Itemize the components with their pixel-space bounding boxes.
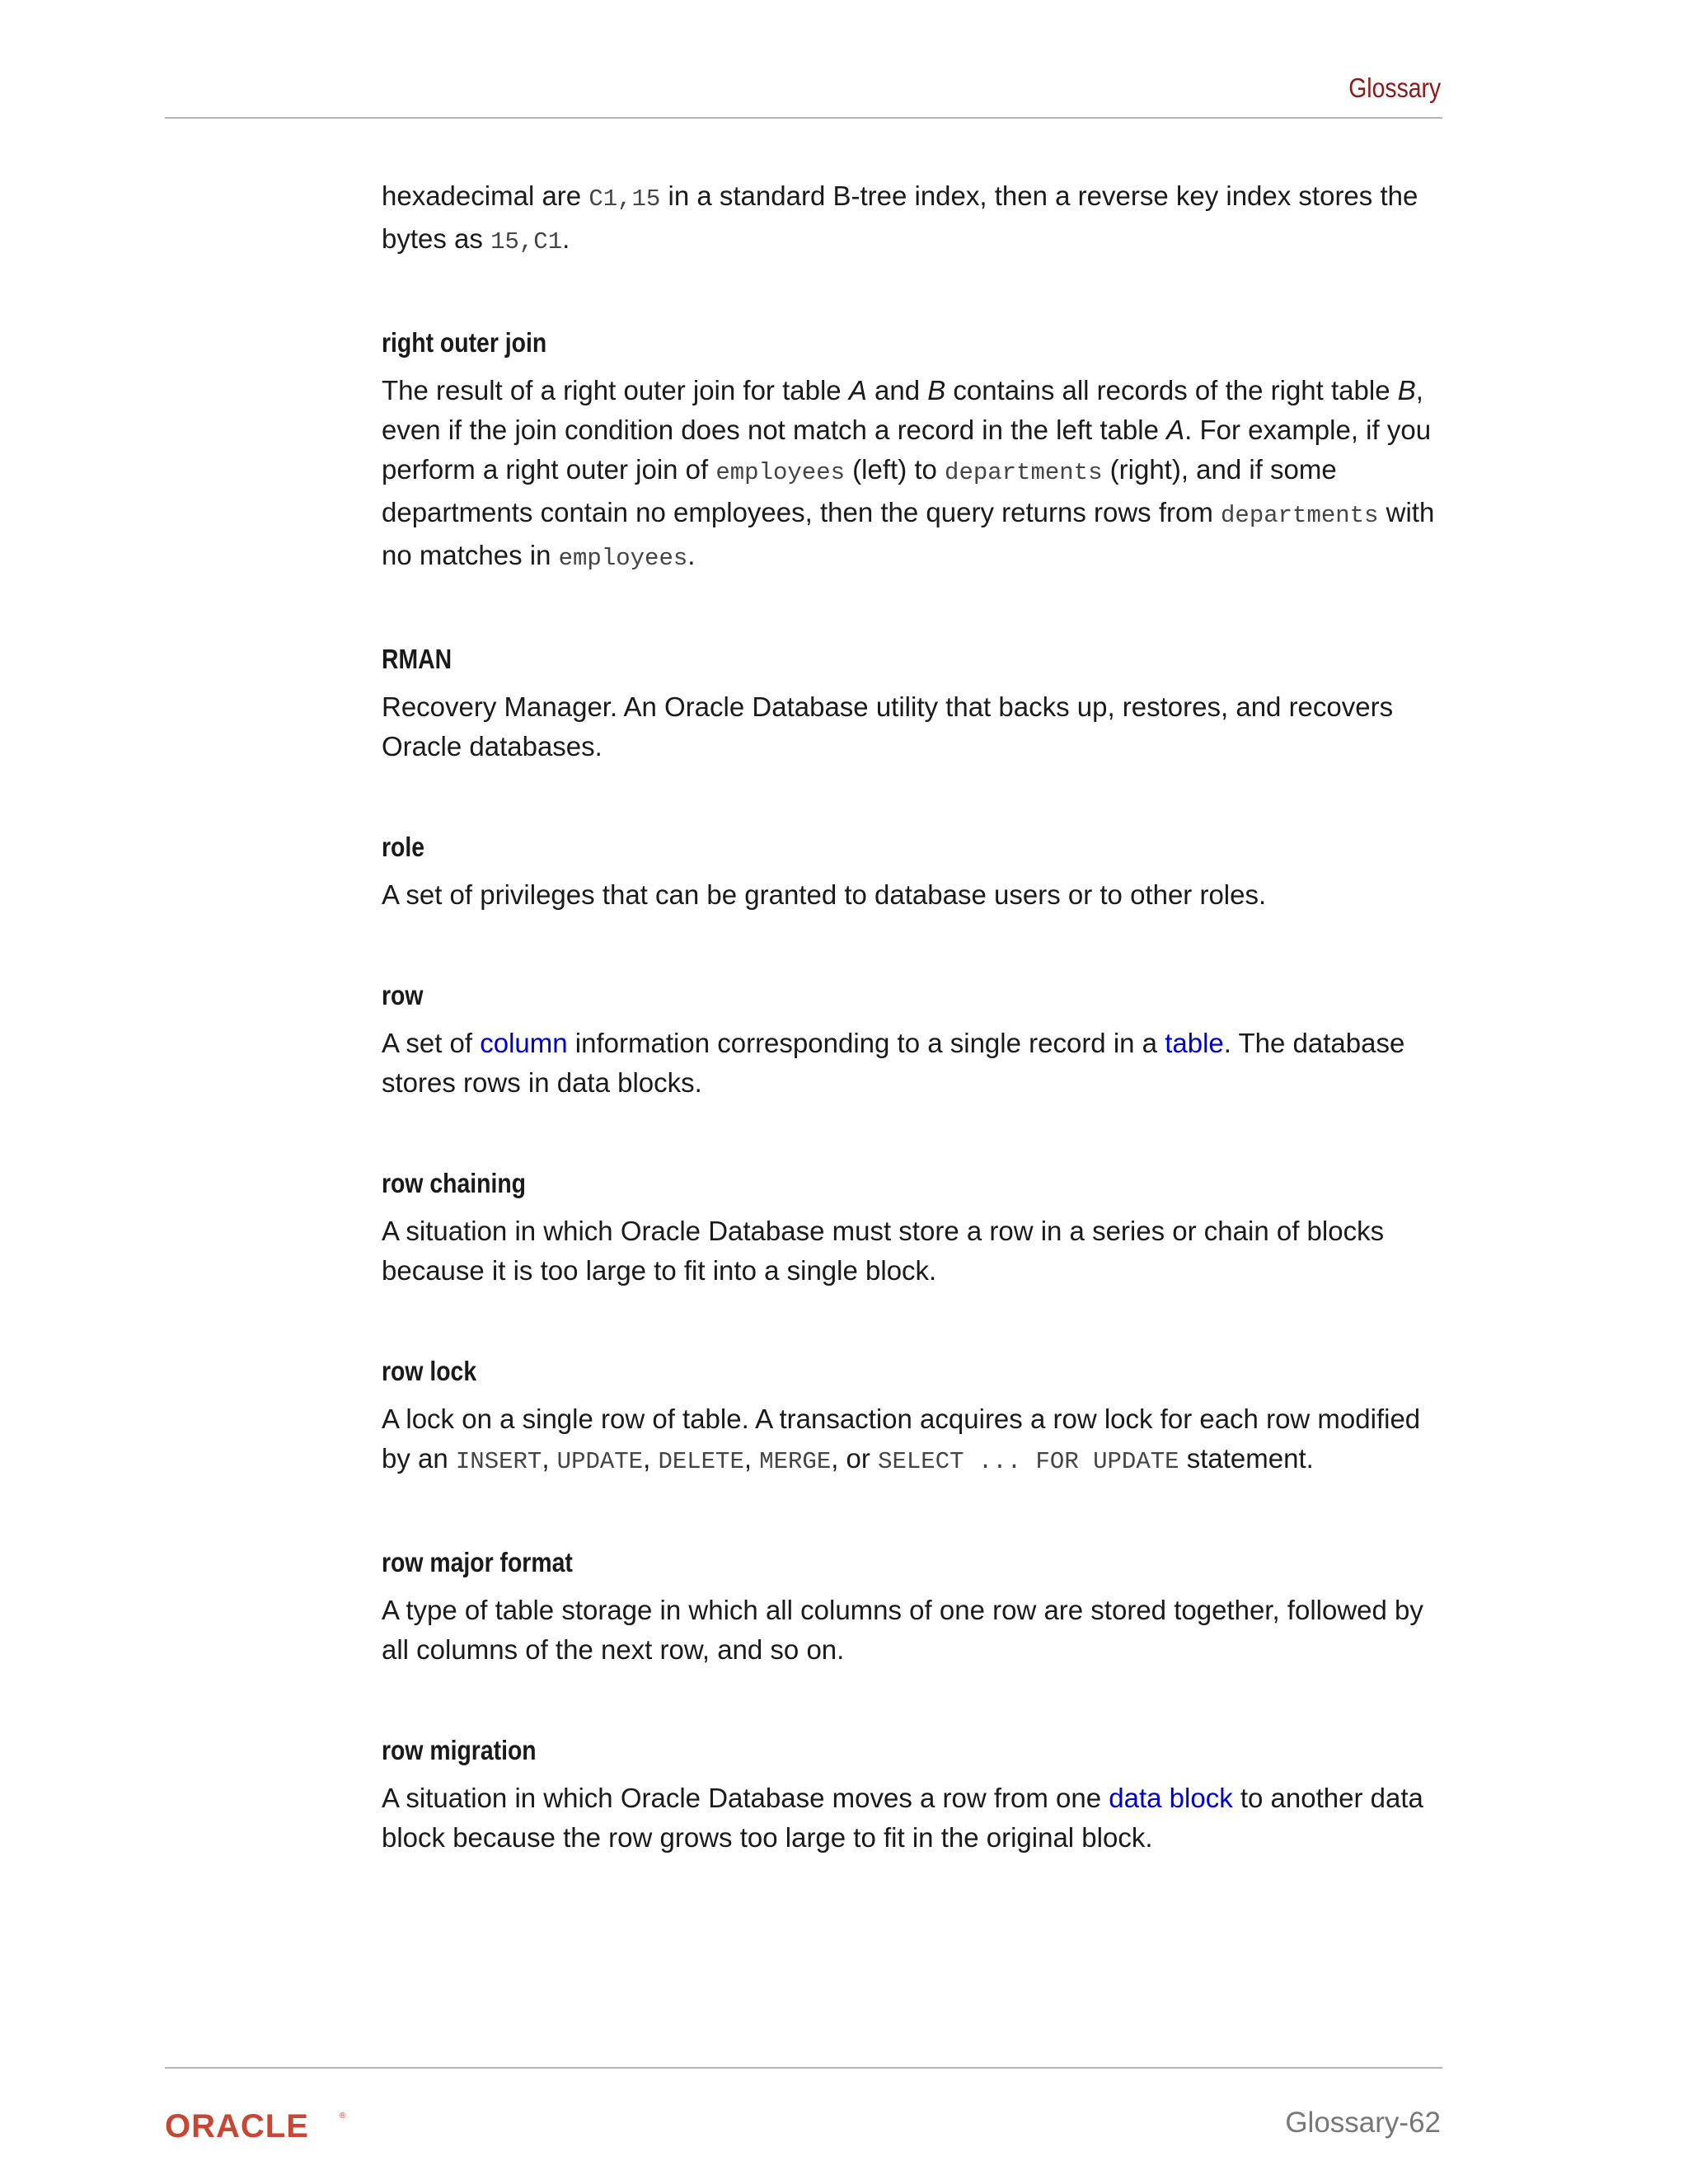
oracle-logo-text: ORACLE bbox=[165, 2108, 309, 2143]
text: , bbox=[542, 1443, 557, 1474]
text: to another data block because the row grows too large to fit in the original block. bbox=[382, 1783, 1423, 1853]
glossary-entry-row-chaining bbox=[382, 1167, 1453, 1291]
text: A lock on a single row of table. A transaction acquires a row lock for each row modified by an bbox=[382, 1404, 1421, 1474]
glossary-definition: A situation in which Oracle Database must store a row in a series or chain of blocks because it is too large to fit into a single block. bbox=[382, 1216, 1385, 1286]
text: , bbox=[743, 1443, 760, 1474]
code-text: INSERT bbox=[455, 1448, 542, 1475]
glossary-entry-row-migration bbox=[382, 1734, 1453, 1858]
code-text: employees bbox=[558, 545, 688, 572]
header-rule bbox=[165, 117, 1442, 119]
text: (right), and if some departments contain no employees, then the query returns rows from bbox=[382, 454, 1337, 527]
footer-rule bbox=[165, 2067, 1442, 2069]
glossary-term: row chaining bbox=[382, 1168, 527, 1198]
text: (left) to bbox=[845, 454, 945, 485]
text: statement. bbox=[1179, 1443, 1314, 1474]
glossary-definition bbox=[382, 371, 1453, 579]
text: contains all records of the right table bbox=[945, 375, 1398, 405]
code-text: departments bbox=[1221, 502, 1379, 529]
italic-text: A bbox=[1166, 415, 1185, 445]
text: hexadecimal are bbox=[382, 180, 589, 211]
glossary-entry-row-lock bbox=[382, 1355, 1453, 1482]
text: , even if the join condition does not match a record in the left table bbox=[382, 375, 1423, 445]
code-text: employees bbox=[715, 459, 846, 486]
glossary-term: row major format bbox=[382, 1547, 573, 1577]
code-text: UPDATE bbox=[556, 1448, 644, 1475]
text: and bbox=[866, 375, 928, 405]
glossary-entry-rman bbox=[382, 643, 1453, 766]
glossary-content bbox=[382, 176, 1453, 1858]
italic-text: B bbox=[927, 375, 946, 405]
glossary-entry-row-major-format bbox=[382, 1546, 1453, 1670]
code-text: MERGE bbox=[759, 1448, 832, 1475]
intro-paragraph bbox=[382, 176, 1453, 262]
text: in a standard B-tree index, then a reverse key index stores the bytes as bbox=[382, 180, 1418, 254]
glossary-term: right outer join bbox=[382, 327, 547, 358]
glossary-term: row lock bbox=[382, 1356, 477, 1386]
glossary-entry-role bbox=[382, 831, 1453, 915]
glossary-definition bbox=[382, 1024, 1453, 1103]
glossary-entry-row bbox=[382, 979, 1453, 1103]
table-link[interactable]: table bbox=[1165, 1028, 1224, 1058]
oracle-logo bbox=[165, 2107, 349, 2143]
text: A situation in which Oracle Database moves a row from one bbox=[382, 1783, 1109, 1813]
code-text: DELETE bbox=[658, 1448, 744, 1475]
data-block-link[interactable]: data block bbox=[1109, 1783, 1233, 1813]
text: The result of a right outer join for table bbox=[382, 375, 849, 405]
glossary-definition: Recovery Manager. An Oracle Database utility that backs up, restores, and recovers Oracle databases. bbox=[382, 691, 1394, 762]
code-text: SELECT ... FOR UPDATE bbox=[878, 1448, 1179, 1475]
code-text: C1,15 bbox=[588, 185, 661, 213]
glossary-term: row bbox=[382, 980, 424, 1010]
running-header: Glossary bbox=[1348, 73, 1441, 103]
text: A set of bbox=[382, 1028, 481, 1058]
glossary-definition: A set of privileges that can be granted to database users or to other roles. bbox=[382, 879, 1267, 910]
glossary-definition bbox=[382, 1779, 1453, 1858]
glossary-term: RMAN bbox=[382, 644, 452, 674]
text: , bbox=[643, 1443, 659, 1474]
page-number: Glossary-62 bbox=[1285, 2107, 1441, 2139]
glossary-entry-right-outer-join bbox=[382, 326, 1453, 579]
italic-text: A bbox=[848, 375, 867, 405]
text: . For example, if you perform a right outer join of bbox=[382, 415, 1432, 485]
glossary-definition: A type of table storage in which all columns of one row are stored together, followed by all columns of the next row, and so on. bbox=[382, 1595, 1423, 1665]
glossary-term: role bbox=[382, 832, 425, 862]
registered-mark-icon: ® bbox=[340, 2111, 346, 2121]
glossary-term: row migration bbox=[382, 1735, 537, 1765]
text: . bbox=[687, 540, 696, 570]
text: . The database stores rows in data blocks. bbox=[382, 1028, 1405, 1098]
glossary-definition bbox=[382, 1399, 1453, 1482]
italic-text: B bbox=[1397, 375, 1416, 405]
text: information corresponding to a single record in a bbox=[567, 1028, 1165, 1058]
text: . bbox=[562, 223, 570, 254]
code-text: 15,C1 bbox=[490, 228, 563, 255]
text: , or bbox=[831, 1443, 879, 1474]
text: with no matches in bbox=[382, 497, 1435, 570]
code-text: departments bbox=[945, 459, 1103, 486]
column-link[interactable]: column bbox=[480, 1028, 568, 1058]
